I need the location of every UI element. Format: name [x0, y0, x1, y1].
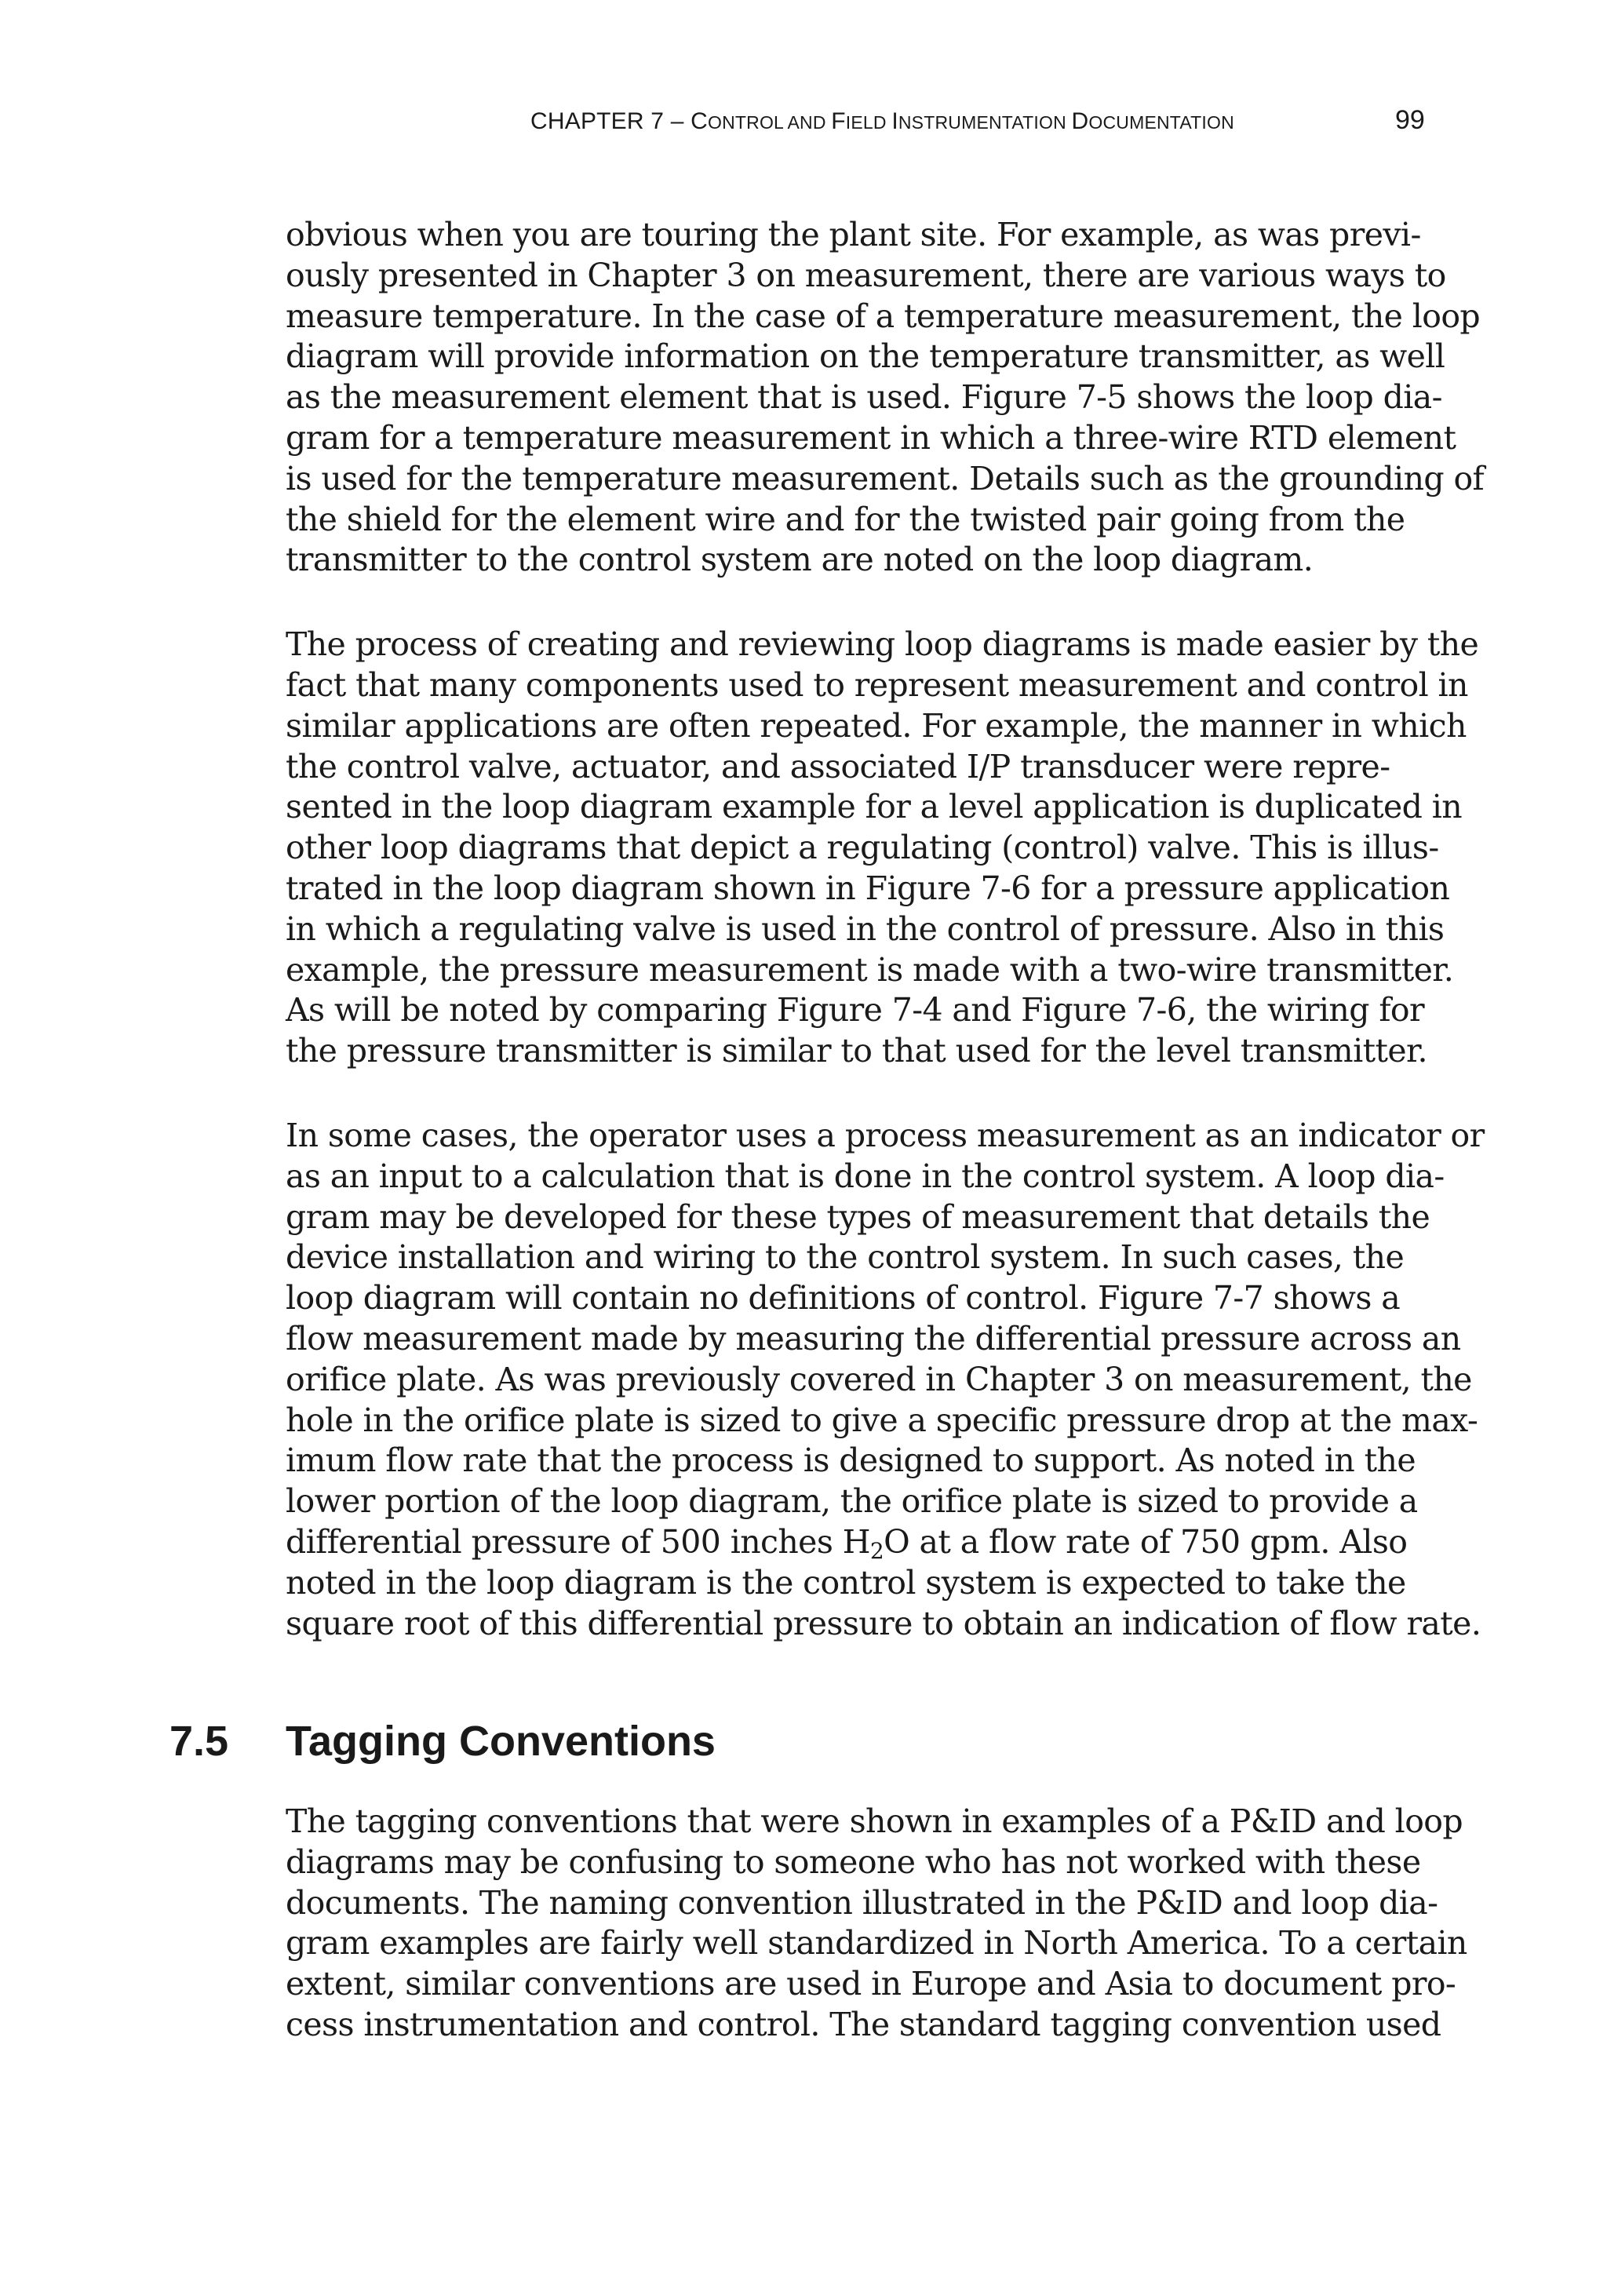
section-title: Tagging Conventions — [286, 1718, 716, 1765]
section-heading — [169, 1717, 716, 1766]
text-line: device installation and wiring to the control system. In such cases, the — [286, 1238, 1405, 1277]
text-line-h2o: differential pressure of 500 inches $H_2O$ at a flow rate of 750 gpm. Also — [286, 1522, 1408, 1564]
text-line: fact that many components used to represent measurement and control in — [286, 665, 1468, 704]
page-number: 99 — [1395, 105, 1425, 135]
text-line: other loop diagrams that depict a regulating (control) valve. This is illus- — [286, 829, 1439, 867]
text-line: the shield for the element wire and for the twisted pair going from the — [286, 500, 1405, 538]
text-line: gram may be developed for these types of measurement that details the — [286, 1197, 1430, 1236]
text-line: gram examples are fairly well standardized in North America. To a certain — [286, 1924, 1467, 1963]
text-line: As will be noted by comparing Figure 7-4 and Figure 7-6, the wiring for — [286, 991, 1424, 1030]
text-line: In some cases, the operator uses a process measurement as an indicator or — [286, 1116, 1485, 1154]
text-line: sented in the loop diagram example for a level application is duplicated in — [286, 788, 1463, 826]
text-line: gram for a temperature measurement in which a three-wire RTD element — [286, 418, 1456, 457]
body-text-2 — [286, 1802, 1467, 2046]
text-line: diagrams may be confusing to someone who has not worked with these — [286, 1842, 1421, 1881]
header-chapter: CHAPTER 7 – — [530, 108, 691, 134]
text-line: as the measurement element that is used. Figure 7-5 shows the loop dia- — [286, 378, 1442, 417]
text-line: in which a regulating valve is used in the control of pressure. Also in this — [286, 909, 1445, 948]
running-header: CHAPTER 7 – CONTROL AND FIELD INSTRUMENTATION DOCUMENTATION — [530, 108, 1234, 134]
body-text — [286, 215, 1485, 1644]
text-line: obvious when you are touring the plant site. For example, as was previ- — [286, 216, 1421, 253]
subscript-2: 2 — [869, 1537, 884, 1564]
text-line: hole in the orifice plate is sized to give a specific pressure drop at the max- — [286, 1401, 1478, 1439]
paragraph-2 — [286, 625, 1479, 1072]
paragraph-1 — [286, 215, 1485, 581]
text-line: loop diagram will contain no definitions of control. Figure 7-7 shows a — [286, 1279, 1401, 1317]
text-line: trated in the loop diagram shown in Figure 7-6 for a pressure application — [286, 869, 1450, 907]
text-line: ously presented in Chapter 3 on measurement, there are various ways to — [286, 256, 1446, 294]
text-line: diagram will provide information on the temperature transmitter, as well — [286, 337, 1445, 376]
text-line: lower portion of the loop diagram, the orifice plate is sized to provide a — [286, 1482, 1418, 1521]
text-line: is used for the temperature measurement. Details such as the grounding of — [286, 459, 1485, 497]
text-line: example, the pressure measurement is made with a two-wire transmitter. — [286, 950, 1454, 989]
section-number: 7.5 — [169, 1718, 229, 1765]
text-line: transmitter to the control system are noted on the loop diagram. — [286, 541, 1314, 579]
text-line: flow measurement made by measuring the differential pressure across an — [286, 1319, 1461, 1358]
text-line: The tagging conventions that were shown in examples of a P&ID and loop — [286, 1802, 1463, 1840]
text-line: The process of creating and reviewing loop diagrams is made easier by the — [286, 625, 1479, 664]
text-line: measure temperature. In the case of a temperature measurement, the loop — [286, 297, 1481, 335]
paragraph-3 — [286, 1116, 1485, 1644]
text-line: the control valve, actuator, and associated I/P transducer were repre- — [286, 747, 1390, 785]
text-line: cess instrumentation and control. The standard tagging convention used — [286, 2005, 1441, 2043]
text-line: the pressure transmitter is similar to that used for the level transmitter. — [286, 1032, 1427, 1070]
text-line: similar applications are often repeated. For example, the manner in which — [286, 706, 1467, 745]
text-line: square root of this differential pressure to obtain an indication of flow rate. — [286, 1604, 1481, 1642]
text-line: noted in the loop diagram is the control system is expected to take the — [286, 1563, 1406, 1602]
text-line: imum flow rate that the process is designed to support. As noted in the — [286, 1441, 1416, 1480]
paragraph-4 — [286, 1802, 1467, 2046]
text-line: orifice plate. As was previously covered in Chapter 3 on measurement, the — [286, 1360, 1472, 1398]
text-line: documents. The naming convention illustrated in the P&ID and loop dia- — [286, 1883, 1438, 1922]
text-line: as an input to a calculation that is done in the control system. A loop dia- — [286, 1157, 1445, 1195]
text-line: extent, similar conventions are used in Europe and Asia to document pro- — [286, 1965, 1456, 2003]
